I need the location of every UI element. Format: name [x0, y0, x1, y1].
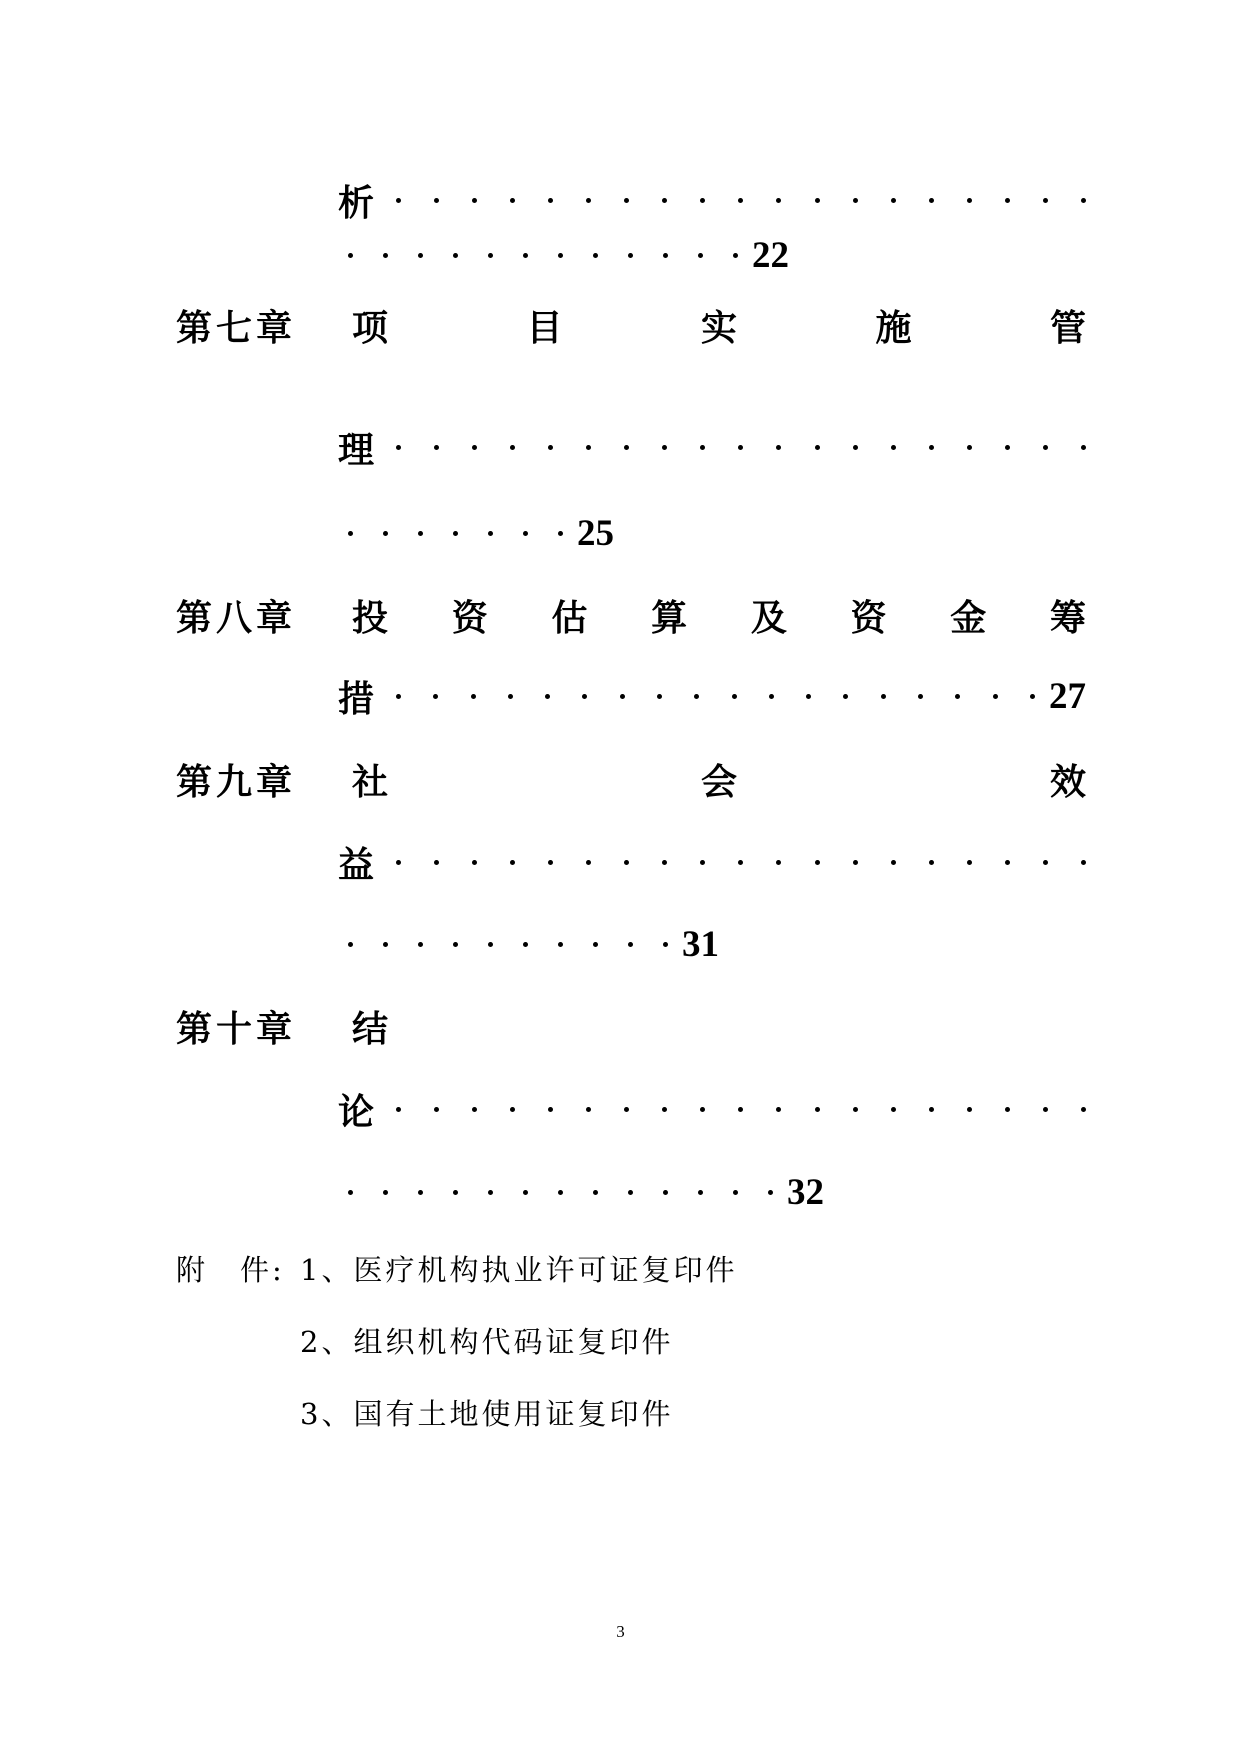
leader-dot — [510, 198, 515, 203]
toc-ch10-title-line — [0, 996, 1241, 1056]
toc-leader-dots — [396, 694, 1035, 699]
leader-dot — [815, 198, 820, 203]
leader-dot — [348, 1190, 353, 1195]
leader-dot — [548, 445, 553, 450]
leader-dot — [918, 694, 923, 699]
leader-dot — [663, 1190, 668, 1195]
toc-ch10-continuation — [338, 1079, 1086, 1139]
leader-dot — [383, 942, 388, 947]
toc-ch6-page-number: 22 — [752, 234, 789, 276]
leader-dot — [733, 253, 738, 258]
leader-dot — [732, 694, 737, 699]
leader-dot — [396, 1107, 401, 1112]
leader-dot — [700, 1107, 705, 1112]
leader-dot — [434, 445, 439, 450]
leader-dot — [738, 198, 743, 203]
leader-dot — [396, 694, 401, 699]
toc-ch7-continuation-head: 理 — [338, 428, 375, 471]
leader-dot — [548, 198, 553, 203]
leader-dot — [929, 445, 934, 450]
leader-dot — [815, 1107, 820, 1112]
toc-ch7-title-char: 项 — [352, 306, 389, 349]
toc-ch8-title — [352, 590, 1086, 641]
toc-ch9-continuation — [338, 832, 1086, 892]
leader-dot — [776, 445, 781, 450]
leader-dot — [700, 860, 705, 865]
leader-dot — [1043, 198, 1048, 203]
toc-ch10-page-line — [348, 1162, 824, 1222]
leader-dot — [1081, 198, 1086, 203]
leader-dot — [891, 445, 896, 450]
leader-dot — [853, 445, 858, 450]
leader-dot — [891, 1107, 896, 1112]
leader-dot — [1030, 694, 1035, 699]
leader-dot — [582, 694, 587, 699]
leader-dot — [662, 198, 667, 203]
leader-dot — [453, 531, 458, 536]
leader-dot — [628, 253, 633, 258]
leader-dot — [434, 1107, 439, 1112]
leader-dot — [548, 1107, 553, 1112]
leader-dot — [471, 694, 476, 699]
page-number: 3 — [616, 1622, 625, 1641]
leader-dot — [558, 531, 563, 536]
toc-ch7-page-line — [348, 503, 614, 563]
leader-dot — [488, 942, 493, 947]
leader-dot — [694, 694, 699, 699]
leader-dot — [453, 942, 458, 947]
toc-ch8-label: 第八章 — [176, 596, 297, 639]
toc-ch10-continuation-head: 论 — [338, 1090, 375, 1133]
toc-ch9-title-line — [0, 749, 1241, 809]
leader-dot — [768, 1190, 773, 1195]
leader-dot — [738, 860, 743, 865]
leader-dot — [806, 694, 811, 699]
toc-ch9-title — [352, 754, 1086, 805]
toc-ch10-title-char: 结 — [352, 1007, 389, 1050]
leader-dot — [434, 860, 439, 865]
toc-leader-dots — [396, 860, 1086, 865]
leader-dot — [628, 942, 633, 947]
leader-dot — [776, 860, 781, 865]
leader-dot — [418, 942, 423, 947]
leader-dot — [698, 1190, 703, 1195]
leader-dot — [663, 942, 668, 947]
leader-dot — [396, 445, 401, 450]
toc-ch8-continuation — [338, 666, 1086, 726]
leader-dot — [383, 253, 388, 258]
leader-dot — [853, 198, 858, 203]
leader-dot — [929, 1107, 934, 1112]
leader-dot — [453, 1190, 458, 1195]
toc-ch9-continuation-head: 益 — [338, 843, 375, 886]
leader-dot — [523, 1190, 528, 1195]
toc-ch7-title-char: 施 — [875, 306, 912, 349]
leader-dot — [453, 253, 458, 258]
leader-dot — [510, 1107, 515, 1112]
leader-dot — [593, 942, 598, 947]
leader-dot — [586, 860, 591, 865]
leader-dot — [472, 445, 477, 450]
toc-ch10-page-number: 32 — [787, 1171, 824, 1213]
toc-leader-dots — [396, 1107, 1086, 1112]
toc-ch7-title — [352, 300, 1086, 351]
leader-dot — [523, 942, 528, 947]
leader-dot — [776, 1107, 781, 1112]
leader-dot — [662, 445, 667, 450]
attachment-item: 1、医疗机构执业许可证复印件 — [300, 1253, 738, 1287]
leader-dot — [472, 860, 477, 865]
leader-dot — [843, 694, 848, 699]
toc-ch8-continuation-head: 措 — [338, 677, 375, 720]
toc-ch9-title-char: 会 — [700, 760, 737, 803]
leader-dot — [891, 860, 896, 865]
leader-dot — [662, 860, 667, 865]
toc-ch8-title-char: 资 — [850, 596, 887, 639]
leader-dot — [586, 445, 591, 450]
toc-ch8-title-char: 筹 — [1049, 596, 1086, 639]
toc-ch7-title-line — [0, 295, 1241, 355]
leader-dot — [929, 860, 934, 865]
leader-dot — [815, 860, 820, 865]
leader-dot — [891, 198, 896, 203]
leader-dot — [853, 1107, 858, 1112]
toc-ch9-title-char: 社 — [352, 760, 389, 803]
leader-dot — [967, 860, 972, 865]
leader-dot — [1005, 1107, 1010, 1112]
leader-dot — [815, 445, 820, 450]
leader-dot — [1005, 198, 1010, 203]
leader-dot — [1081, 860, 1086, 865]
leader-dot — [733, 1190, 738, 1195]
toc-leader-dots — [396, 445, 1086, 450]
leader-dot — [523, 253, 528, 258]
leader-dot — [593, 253, 598, 258]
leader-dot — [418, 253, 423, 258]
leader-dot — [523, 531, 528, 536]
toc-ch6-continuation-head: 析 — [338, 181, 375, 224]
leader-dot — [510, 445, 515, 450]
leader-dot — [955, 694, 960, 699]
leader-dot — [433, 694, 438, 699]
toc-ch7-title-char: 目 — [526, 306, 563, 349]
toc-ch7-page-number: 25 — [577, 512, 614, 554]
leader-dot — [620, 694, 625, 699]
leader-dot — [776, 198, 781, 203]
leader-dot — [700, 445, 705, 450]
leader-dot — [558, 253, 563, 258]
leader-dot — [1043, 1107, 1048, 1112]
leader-dot — [508, 694, 513, 699]
leader-dot — [558, 1190, 563, 1195]
leader-dot — [1005, 445, 1010, 450]
leader-dot — [383, 531, 388, 536]
leader-dot — [472, 1107, 477, 1112]
leader-dot — [510, 860, 515, 865]
leader-dot — [663, 253, 668, 258]
leader-dot — [396, 198, 401, 203]
leader-dot — [657, 694, 662, 699]
leader-dot — [700, 198, 705, 203]
leader-dot — [624, 1107, 629, 1112]
leader-dot — [1081, 1107, 1086, 1112]
toc-ch9-label: 第九章 — [176, 760, 297, 803]
attachment-item: 2、组织机构代码证复印件 — [300, 1325, 674, 1359]
toc-ch10-label: 第十章 — [176, 1007, 297, 1050]
toc-leader-dots — [348, 253, 738, 258]
toc-ch8-title-char: 估 — [551, 596, 588, 639]
toc-ch7-title-char: 实 — [700, 306, 737, 349]
leader-dot — [472, 198, 477, 203]
leader-dot — [488, 1190, 493, 1195]
leader-dot — [396, 860, 401, 865]
toc-ch9-page-number: 31 — [682, 923, 719, 965]
leader-dot — [383, 1190, 388, 1195]
leader-dot — [929, 198, 934, 203]
leader-dot — [545, 694, 550, 699]
leader-dot — [967, 1107, 972, 1112]
leader-dot — [593, 1190, 598, 1195]
leader-dot — [348, 942, 353, 947]
leader-dot — [624, 860, 629, 865]
leader-dot — [1043, 445, 1048, 450]
leader-dot — [624, 445, 629, 450]
leader-dot — [628, 1190, 633, 1195]
leader-dot — [967, 445, 972, 450]
leader-dot — [548, 860, 553, 865]
leader-dot — [1043, 860, 1048, 865]
leader-dot — [418, 531, 423, 536]
toc-ch8-title-line — [0, 585, 1241, 645]
toc-ch10-title — [352, 1001, 1086, 1052]
toc-ch8-title-char: 资 — [451, 596, 488, 639]
toc-ch7-continuation — [338, 417, 1086, 477]
leader-dot — [738, 1107, 743, 1112]
leader-dot — [418, 1190, 423, 1195]
toc-leader-dots — [396, 198, 1086, 203]
toc-leader-dots — [348, 1190, 773, 1195]
toc-ch9-page-line — [348, 914, 719, 974]
leader-dot — [881, 694, 886, 699]
leader-dot — [698, 253, 703, 258]
leader-dot — [348, 253, 353, 258]
leader-dot — [624, 198, 629, 203]
toc-leader-dots — [348, 942, 668, 947]
attachment-item: 3、国有土地使用证复印件 — [300, 1397, 674, 1431]
toc-leader-dots — [348, 531, 563, 536]
leader-dot — [488, 253, 493, 258]
toc-ch8-title-char: 金 — [950, 596, 987, 639]
leader-dot — [1005, 860, 1010, 865]
leader-dot — [434, 198, 439, 203]
toc-ch8-title-char: 及 — [750, 596, 787, 639]
leader-dot — [967, 198, 972, 203]
leader-dot — [1081, 445, 1086, 450]
leader-dot — [488, 531, 493, 536]
leader-dot — [738, 445, 743, 450]
leader-dot — [586, 1107, 591, 1112]
toc-ch6-continuation — [338, 170, 1086, 230]
leader-dot — [586, 198, 591, 203]
leader-dot — [769, 694, 774, 699]
leader-dot — [662, 1107, 667, 1112]
toc-ch8-title-char: 算 — [651, 596, 688, 639]
toc-ch7-title-char: 管 — [1049, 306, 1086, 349]
leader-dot — [348, 531, 353, 536]
leader-dot — [853, 860, 858, 865]
toc-ch8-page-number: 27 — [1049, 675, 1086, 717]
toc-ch7-label: 第七章 — [176, 306, 297, 349]
toc-ch8-title-char: 投 — [352, 596, 389, 639]
toc-ch6-page-line — [348, 225, 789, 285]
leader-dot — [993, 694, 998, 699]
attachments-label: 附 件: — [176, 1253, 285, 1287]
leader-dot — [558, 942, 563, 947]
toc-ch9-title-char: 效 — [1049, 760, 1086, 803]
